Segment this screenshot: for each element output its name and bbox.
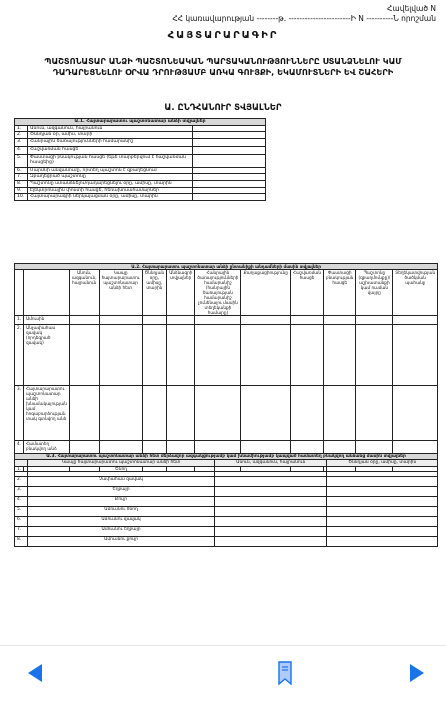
row-label: Էլեկտրոնային փոստի հասցե, հեռախոսահամարներ [28, 187, 193, 194]
row-label: Մարմնի անվանումը, որտեղ պաշտոն է զբաղեցնում [28, 167, 193, 174]
value-cell [167, 316, 195, 325]
document-heading: ՊԱՇՏՈՆԱՏԱՐ ԱՆՁԻ ՊԱՇՏՈՆԵԱԿԱՆ ՊԱՐՏԱԿԱՆՈՒԹՅՈՒՆՆԵՐԸ ՍՏԱՆՁՆԵԼՈՒ ԿԱՄ ԴԱԴԱՐԵՑՆԵԼՈՒ ՕՐՎԱ ԴՐՈՒԹՅԱՄԲ ԱՌԿԱ ԳՈՒՅՔԻ, ԵԿԱՄՈՒՏՆԵՐԻ ԵՎ ՇԱՀԵՐԻ [44, 56, 402, 77]
relatives-table [14, 453, 438, 547]
value-cell [195, 386, 241, 441]
value-cell [193, 125, 266, 132]
table-row [15, 316, 438, 325]
table-row [15, 536, 438, 546]
value-cell [195, 325, 241, 386]
column-header: Հանրային ծառայությունների համարանիշ (հանրային ծառայության համարանիշ չունենալու մասին տեղեկանքի համարը) [195, 270, 241, 316]
value-cell [193, 180, 266, 187]
row-number: 2. [15, 325, 24, 386]
row-label: Ամուսնու ծնող [28, 506, 215, 516]
value-cell [193, 167, 266, 174]
row-number: 6. [15, 516, 28, 526]
value-cell [99, 386, 142, 441]
table-row [15, 180, 266, 187]
value-cell [356, 325, 393, 386]
value-cell [393, 325, 438, 386]
table-row [15, 125, 266, 132]
column-header: Ծննդյան օրը, ամիսը, տարին [327, 460, 438, 466]
bookmark-button[interactable] [272, 660, 298, 686]
column-header: Տեղեկատվության ծածկման պահանջ [393, 270, 438, 316]
table-row [15, 386, 438, 441]
row-label: Հայտարարատու պաշտոնատար անձի խնամակալության կամ հոգաբարձության տակ գտնվող անձ [24, 386, 70, 441]
page-title: ՀԱՅՏԱՐԱՐԱԳԻՐ [167, 30, 279, 41]
value-cell [215, 536, 327, 546]
value-cell [290, 386, 323, 441]
value-cell [327, 506, 438, 516]
row-label: Ծննդյան օր, ամիս, տարի [28, 132, 193, 139]
table-row [15, 526, 438, 536]
column-header: Անուն, ազգանուն, հայրանուն [215, 460, 327, 466]
table-header: Ա.1. Հայտարարատու պաշտոնատար անձի տվյալներ [15, 119, 266, 126]
value-cell [327, 496, 438, 506]
bottom-toolbar [0, 645, 446, 701]
value-cell [327, 536, 438, 546]
value-cell [142, 316, 167, 325]
value-cell [99, 325, 142, 386]
row-label: Հանրային ծառայությունների համարանիշ [28, 138, 193, 146]
table-row [15, 496, 438, 506]
row-number: 8. [15, 180, 28, 187]
back-triangle-icon [28, 664, 42, 682]
row-number: 1. [15, 125, 28, 132]
row-label: Ծնող [28, 466, 215, 476]
value-cell [215, 466, 327, 476]
row-label: Ամուսնու քույր [28, 536, 215, 546]
table-row [15, 167, 266, 174]
value-cell [327, 486, 438, 496]
value-cell [356, 386, 393, 441]
value-cell [241, 316, 291, 325]
value-cell [142, 386, 167, 441]
row-number: 3. [15, 386, 24, 441]
table-row [15, 174, 266, 181]
row-label: Անուն, ազգանուն, հայրանուն [28, 125, 193, 132]
row-label: Քույր [28, 496, 215, 506]
value-cell [69, 325, 99, 386]
table-row [15, 154, 266, 167]
row-number: 7. [15, 526, 28, 536]
table-row [15, 132, 266, 139]
value-cell [215, 476, 327, 486]
row-label: Հայտարարագրի ներկայացման օրը, ամիսը, տարին [28, 194, 193, 201]
row-number: 1. [15, 316, 24, 325]
value-cell [290, 316, 323, 325]
table-row [15, 506, 438, 516]
row-number: 4. [15, 441, 24, 472]
row-number: 3. [15, 486, 28, 496]
table-header: Ա.3. Հայտարարատու պաշտոնատար անձի հետ մերձավոր ազգակցությամբ կամ խնամիությամբ կապված համատեղ բնակվող անձանց մասին տվյալներ [15, 454, 438, 460]
row-label: Ամուսնու եղբայր [28, 526, 215, 536]
family-members-table [14, 263, 438, 472]
row-label: Համատեղ բնակվող անձ [24, 441, 70, 472]
appendix-number: Հավելված N [387, 4, 436, 13]
value-cell [167, 325, 195, 386]
value-cell [327, 476, 438, 486]
value-cell [167, 386, 195, 441]
row-number: 8. [15, 536, 28, 546]
row-label: Անչափահաս զավակ (որդեգրած զավակ) [24, 325, 70, 386]
column-header: Կապը հայտարարատու պաշտոնատար անձի հետ [99, 270, 142, 316]
row-label: Փաստացի բնակության հասցե (եթե տարբերվում է հաշվառման հասցեից) [28, 154, 193, 167]
value-cell [193, 146, 266, 154]
value-cell [327, 466, 438, 476]
value-cell [99, 316, 142, 325]
value-cell [393, 316, 438, 325]
value-cell [193, 154, 266, 167]
row-number: 2. [15, 132, 28, 139]
column-header: Քաղաքացիությունը [241, 270, 291, 316]
value-cell [241, 325, 291, 386]
table-row [15, 516, 438, 526]
value-cell [193, 187, 266, 194]
column-header: Պաշտոնը (զբաղմունքը)/աշխատանքի կամ ուսման վայրը [356, 270, 393, 316]
table-row [15, 466, 438, 476]
row-number: 9. [15, 187, 28, 194]
row-label: Չափահաս զավակ [28, 476, 215, 486]
row-number: 3. [15, 138, 28, 146]
corner-cell [15, 270, 24, 316]
value-cell [241, 386, 291, 441]
row-number: 4. [15, 496, 28, 506]
column-header: Հաշվառման հասցե [290, 270, 323, 316]
row-label: Եղբայր [28, 486, 215, 496]
table-header: Ա.2. Հայտարարատու պաշտոնատար անձի ընտանիքի անդամների մասին տվյալներ [15, 264, 438, 270]
column-header: Անձնագրի տվյալներ [167, 270, 195, 316]
value-cell [215, 506, 327, 516]
value-cell [323, 316, 355, 325]
appendix-decision: ՀՀ կառավարության --------թ. -----------------------Ի N ----------Ն որոշման [172, 14, 436, 23]
column-header: Անուն, ազգանուն, հայրանուն [69, 270, 99, 316]
back-button[interactable] [22, 660, 48, 686]
value-cell [193, 138, 266, 146]
value-cell [327, 526, 438, 536]
column-header: Կապը հայտարարատու պաշտոնատար անձի հետ [28, 460, 215, 466]
value-cell [323, 325, 355, 386]
value-cell [356, 316, 393, 325]
table-row [15, 476, 438, 486]
value-cell [215, 496, 327, 506]
value-cell [69, 316, 99, 325]
table-row [15, 146, 266, 154]
row-number: 5. [15, 154, 28, 167]
appendix-note [172, 4, 436, 24]
row-label: Զբաղեցրած պաշտոնը [28, 174, 193, 181]
row-number: 5. [15, 506, 28, 516]
section-title: Ա. ԸՆԴՀԱՆՈՒՐ ՏՎՅԱԼՆԵՐ [164, 103, 282, 113]
row-label: Ամուսին [24, 316, 70, 325]
forward-triangle-icon [410, 664, 424, 682]
row-label: Հաշվառման հասցե [28, 146, 193, 154]
value-cell [193, 194, 266, 201]
row-label: Ամուսնու զավակ [28, 516, 215, 526]
table-row [15, 194, 266, 201]
row-number: 10. [15, 194, 28, 201]
value-cell [215, 526, 327, 536]
value-cell [215, 516, 327, 526]
column-header: Ծննդյան օրը, ամիսը, տարին [142, 270, 167, 316]
value-cell [193, 132, 266, 139]
value-cell [193, 174, 266, 181]
table-row [15, 138, 266, 146]
official-data-table [14, 118, 266, 201]
value-cell [323, 386, 355, 441]
row-number: 6. [15, 167, 28, 174]
forward-button[interactable] [404, 660, 430, 686]
value-cell [195, 316, 241, 325]
row-number: 7. [15, 174, 28, 181]
row-number: 2. [15, 476, 28, 486]
corner-cell [24, 270, 70, 316]
table-row [15, 325, 438, 386]
bookmark-icon [276, 661, 294, 685]
value-cell [327, 516, 438, 526]
column-header: Փաստացի բնակության հասցե [323, 270, 355, 316]
value-cell [142, 325, 167, 386]
column-header-row [15, 270, 438, 316]
table-row [15, 187, 266, 194]
value-cell [393, 386, 438, 441]
row-label: Պաշտոնը ստանձնելու/դադարեցնելու օրը, ամիսը, տարին [28, 180, 193, 187]
row-number: 1. [15, 466, 28, 476]
value-cell [69, 386, 99, 441]
value-cell [290, 325, 323, 386]
row-number: 4. [15, 146, 28, 154]
value-cell [215, 486, 327, 496]
table-row [15, 486, 438, 496]
